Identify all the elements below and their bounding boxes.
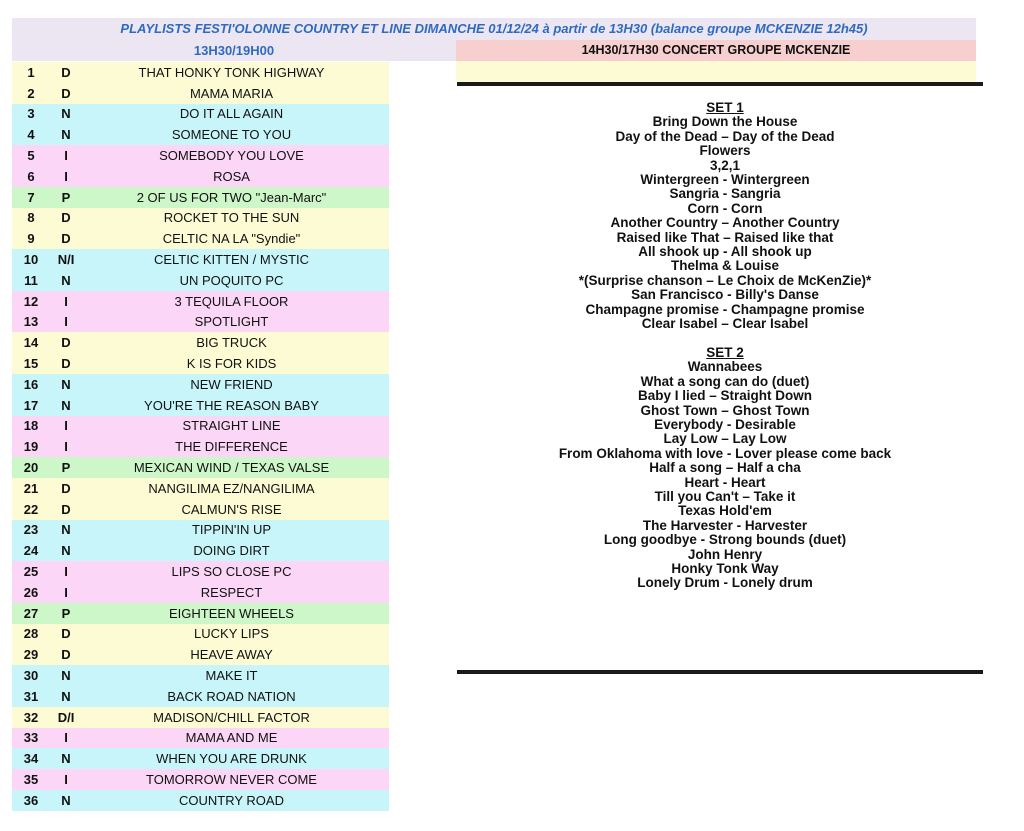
song-title: SOMEONE TO YOU [171, 127, 292, 143]
song-title: EIGHTEEN WHEELS [169, 605, 294, 621]
song-title: TIPPIN'IN UP [191, 522, 272, 538]
table-row [12, 790, 389, 811]
song-title: NANGILIMA EZ/NANGILIMA [148, 480, 315, 496]
table-row [12, 769, 389, 790]
table-row [12, 249, 389, 270]
concert-setlist [470, 101, 980, 591]
dance-category: D [61, 231, 71, 247]
song-title: UN POQUITO PC [179, 272, 284, 288]
setlist-song: From Oklahoma with love - Lover please come back [558, 445, 892, 461]
table-row [12, 748, 389, 769]
setlist-song: Wintergreen - Wintergreen [640, 172, 810, 188]
table-row [12, 104, 389, 125]
setlist-song: San Francisco - Billy's Danse [631, 287, 819, 303]
row-number: 35 [23, 771, 39, 787]
song-title: ROSA [213, 168, 250, 184]
dance-category: P [61, 605, 71, 621]
row-number: 15 [23, 356, 39, 372]
row-number: 6 [27, 168, 35, 184]
song-title: 3 TEQUILA FLOOR [174, 293, 289, 309]
table-row [12, 686, 389, 707]
song-title: TOMORROW NEVER COME [146, 771, 317, 787]
set1-list [470, 115, 980, 331]
row-number: 3 [27, 106, 35, 122]
table-row [12, 332, 389, 353]
row-number: 7 [27, 189, 35, 205]
table-row [12, 228, 389, 249]
setlist-song: Day of the Dead – Day of the Dead [615, 128, 835, 144]
row-number: 36 [23, 792, 39, 808]
row-number: 26 [23, 584, 39, 600]
dance-category: N [61, 272, 71, 288]
dance-category: N [61, 792, 71, 808]
dance-category: D [61, 356, 71, 372]
setlist-song: Corn - Corn [687, 200, 763, 216]
row-number: 25 [23, 564, 39, 580]
row-number: 13 [23, 314, 39, 330]
setlist-song: Half a song – Half a cha [649, 460, 801, 476]
row-number: 29 [23, 647, 39, 663]
song-title: STRAIGHT LINE [182, 418, 281, 434]
table-row [12, 707, 389, 728]
set2-title: SET 2 [706, 344, 744, 360]
row-number: 30 [23, 668, 39, 683]
table-row [12, 561, 389, 582]
setlist-song: All shook up - All shook up [638, 244, 812, 260]
dance-category: I [64, 148, 68, 164]
setlist-song: The Harvester - Harvester [642, 517, 808, 533]
dance-category: I [64, 439, 68, 455]
setlist-song: Everybody - Desirable [654, 416, 796, 432]
song-title: BIG TRUCK [196, 335, 267, 351]
dance-category: P [61, 460, 71, 476]
setlist-song: John Henry [687, 546, 763, 562]
song-title: MEXICAN WIND / TEXAS VALSE [133, 460, 330, 476]
setlist-song: Long goodbye - Strong bounds (duet) [603, 532, 847, 548]
row-number: 28 [23, 626, 39, 642]
row-number: 34 [23, 751, 39, 767]
setlist-song: Lonely Drum - Lonely drum [637, 575, 813, 591]
table-row [12, 312, 389, 333]
song-title: LIPS SO CLOSE PC [171, 564, 292, 580]
song-title: CALMUN'S RISE [181, 501, 282, 517]
table-row [12, 145, 389, 166]
table-row [12, 187, 389, 208]
song-title: ROCKET TO THE SUN [163, 210, 300, 226]
setlist-song: 3,2,1 [709, 157, 741, 173]
row-number: 19 [23, 439, 39, 455]
row-number: 24 [23, 543, 39, 559]
row-number: 8 [27, 210, 35, 226]
table-row [12, 499, 389, 520]
table-row [12, 520, 389, 541]
row-number: 18 [23, 418, 39, 434]
dance-category: I [64, 584, 68, 600]
dance-category: D [61, 626, 71, 642]
dance-category: I [64, 730, 68, 746]
setlist-song: Wannabees [687, 359, 763, 375]
row-number: 1 [27, 64, 35, 80]
setlist-song: Bring Down the House [652, 114, 798, 130]
setlist-song: Texas Hold'em [678, 503, 772, 519]
setlist-song: Heart - Heart [684, 474, 766, 490]
setlist-song: Honky Tonk Way [671, 560, 779, 576]
setlist-song: Sangria - Sangria [669, 186, 781, 202]
page-title: PLAYLISTS FESTI'OLONNE COUNTRY ET LINE DIMANCHE 01/12/24 à partir de 13H30 (balance groupe MCKENZIE 12h45) [12, 18, 976, 40]
row-number: 16 [23, 376, 39, 392]
row-number: 5 [27, 148, 35, 164]
table-row [12, 83, 389, 104]
row-number: 11 [24, 272, 38, 288]
table-row [12, 665, 389, 686]
dance-category: N [61, 668, 71, 683]
dance-category: D [61, 335, 71, 351]
playlist-table [12, 62, 389, 811]
song-title: THE DIFFERENCE [175, 439, 288, 455]
row-number: 32 [23, 709, 39, 725]
dance-category: N/I [57, 252, 75, 268]
table-row [12, 208, 389, 229]
setlist-bottom-rule [457, 670, 983, 674]
table-row [12, 582, 389, 603]
row-number: 23 [23, 522, 39, 538]
setlist-song: What a song can do (duet) [640, 373, 810, 389]
table-row [12, 728, 389, 749]
setlist-song: Thelma & Louise [670, 258, 780, 274]
setlist-top-rule [457, 82, 983, 86]
dance-category: D [61, 480, 71, 496]
setlist-song: Clear Isabel – Clear Isabel [641, 316, 809, 332]
dance-category: I [64, 564, 68, 580]
song-title: MAMA MARIA [189, 85, 274, 101]
dance-category: N [61, 376, 71, 392]
song-title: COUNTRY ROAD [179, 792, 284, 808]
left-session-header: 13H30/19H00 [12, 40, 456, 61]
song-title: SPOTLIGHT [194, 314, 269, 330]
dance-category: N [61, 522, 71, 538]
table-row [12, 291, 389, 312]
dance-category: N [61, 106, 71, 122]
table-row [12, 457, 389, 478]
right-session-header: 14H30/17H30 CONCERT GROUPE MCKENZIE [456, 40, 976, 61]
dance-category: D [61, 64, 71, 80]
table-row [12, 353, 389, 374]
table-row [12, 374, 389, 395]
table-row [12, 270, 389, 291]
row-number: 17 [23, 397, 39, 413]
dance-category: I [64, 314, 68, 330]
setlist-song: Till you Can't – Take it [654, 488, 796, 504]
table-row [12, 62, 389, 83]
song-title: RESPECT [200, 584, 263, 600]
song-title: DOING DIRT [193, 543, 270, 559]
song-title: HEAVE AWAY [190, 647, 273, 663]
table-row [12, 624, 389, 645]
table-row [12, 416, 389, 437]
set1-title: SET 1 [706, 100, 744, 115]
row-number: 31 [23, 688, 39, 704]
dance-category: N [61, 751, 71, 767]
song-title: CELTIC KITTEN / MYSTIC [153, 252, 310, 268]
row-number: 4 [27, 127, 35, 143]
set-gap [470, 332, 980, 346]
song-title: WHEN YOU ARE DRUNK [156, 751, 307, 767]
song-title: NEW FRIEND [190, 376, 273, 392]
dance-category: D [61, 210, 71, 226]
dance-category: I [64, 418, 68, 434]
table-row [12, 540, 389, 561]
song-title: THAT HONKY TONK HIGHWAY [138, 64, 325, 80]
table-row [12, 124, 389, 145]
setlist-song: *(Surprise chanson – Le Choix de McKenZie)* [578, 272, 872, 288]
song-title: 2 OF US FOR TWO "Jean-Marc" [136, 189, 327, 205]
table-row [12, 166, 389, 187]
song-title: SOMEBODY YOU LOVE [159, 148, 304, 164]
song-title: YOU'RE THE REASON BABY [144, 397, 319, 413]
song-title: BACK ROAD NATION [167, 688, 296, 704]
dance-category: P [61, 189, 71, 205]
row-number: 27 [23, 605, 39, 621]
dance-category: D/I [57, 709, 75, 725]
dance-category: D [61, 501, 71, 517]
row-number: 2 [27, 85, 35, 101]
setlist-song: Flowers [699, 143, 751, 159]
song-title: LUCKY LIPS [194, 626, 269, 642]
row-number: 14 [23, 335, 39, 351]
dance-category: N [61, 688, 71, 704]
setlist-song: Another Country – Another Country [610, 215, 840, 231]
song-title: MAKE IT [205, 668, 258, 683]
dance-category: I [64, 293, 68, 309]
row-number: 12 [23, 293, 39, 309]
setlist-song: Champagne promise - Champagne promise [585, 301, 865, 317]
table-row [12, 603, 389, 624]
setlist-song: Baby I lied – Straight Down [637, 388, 813, 404]
row-number: 21 [23, 480, 39, 496]
dance-category: D [61, 85, 71, 101]
set2-list [470, 360, 980, 591]
dance-category: N [61, 543, 71, 559]
song-title: MAMA AND ME [185, 730, 278, 746]
table-row [12, 644, 389, 665]
song-title: CELTIC NA LA "Syndie" [162, 231, 301, 247]
dance-category: N [61, 127, 71, 143]
right-header-fill [456, 61, 976, 82]
row-number: 22 [23, 501, 39, 517]
row-number: 33 [23, 730, 39, 746]
song-title: MADISON/CHILL FACTOR [153, 709, 310, 725]
song-title: DO IT ALL AGAIN [179, 106, 284, 122]
dance-category: I [64, 168, 68, 184]
dance-category: D [61, 647, 71, 663]
dance-category: N [61, 397, 71, 413]
table-row [12, 478, 389, 499]
table-row [12, 395, 389, 416]
dance-category: I [64, 771, 68, 787]
setlist-song: Ghost Town – Ghost Town [640, 402, 810, 418]
table-row [12, 436, 389, 457]
setlist-song: Raised like That – Raised like that [616, 229, 834, 245]
row-number: 9 [27, 231, 35, 247]
row-number: 10 [23, 252, 39, 268]
setlist-song: Lay Low – Lay Low [663, 431, 787, 447]
song-title: K IS FOR KIDS [186, 356, 277, 372]
row-number: 20 [23, 460, 39, 476]
